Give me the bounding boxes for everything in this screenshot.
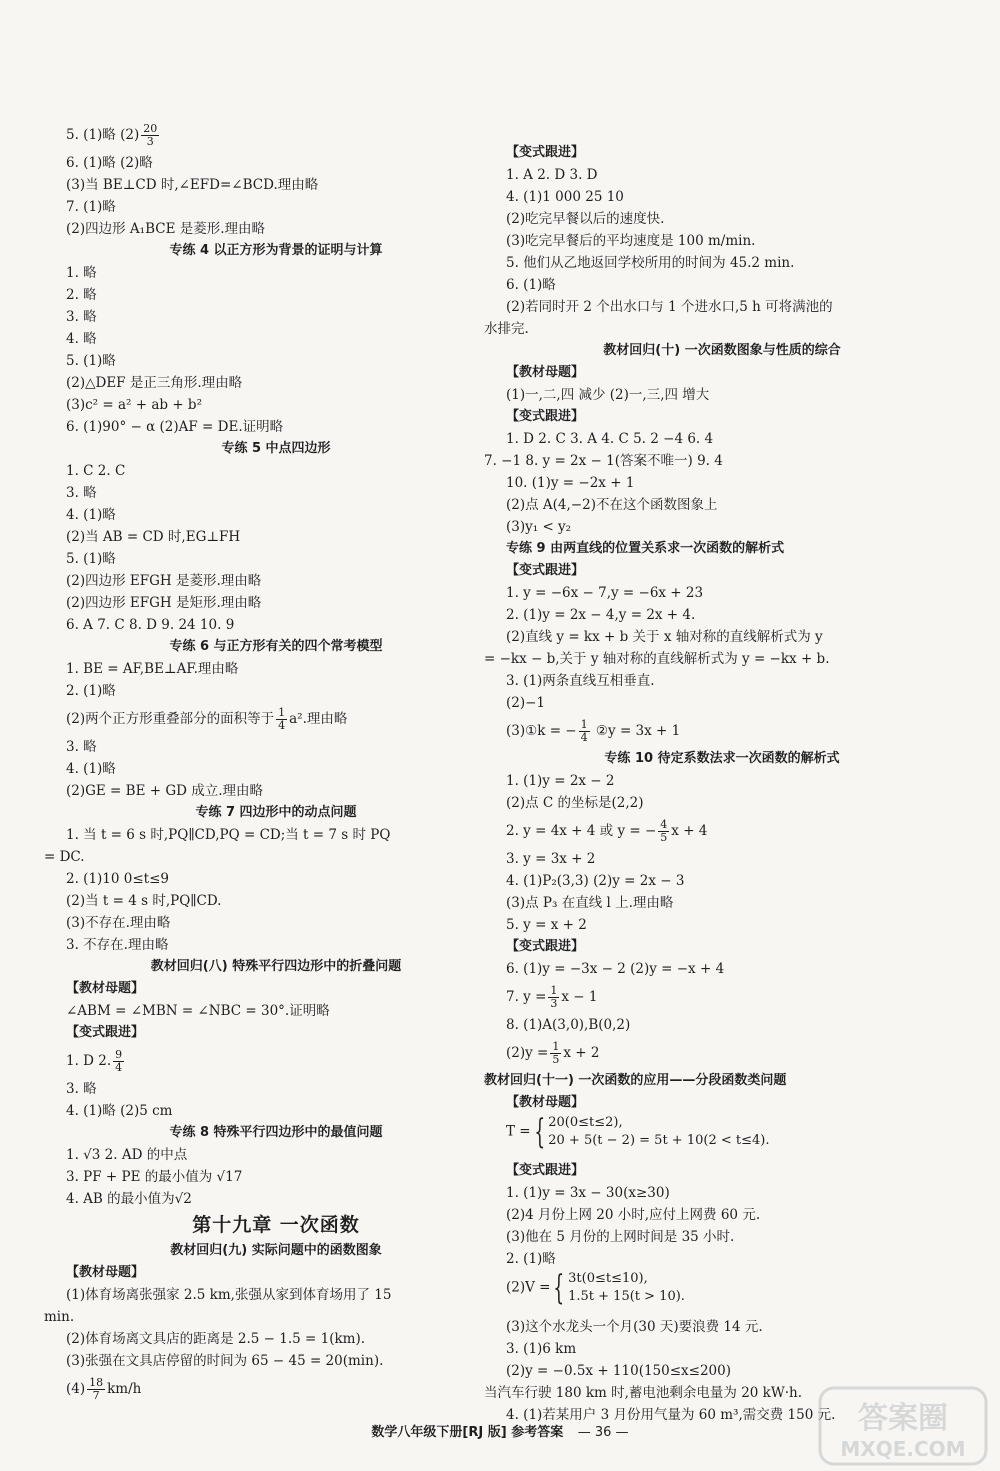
brace-symbol: { [553, 1268, 565, 1308]
fraction: $\frac{9}{4}$ [115, 1048, 123, 1074]
answer-line: 10. (1)y = −2x + 1 [506, 475, 635, 491]
section-heading: 专练 10 待定系数法求一次函数的解析式 [604, 751, 840, 766]
subsection-label: 【变式跟进】 [506, 1163, 585, 1178]
answer-line: (3)这个水龙头一个月(30 天)要浪费 14 元. [506, 1319, 763, 1335]
answer-line: 2. y = 4x + 4 或 y = − $\frac{4}{5}$ x + 4 [506, 818, 708, 844]
answer-line: (2)四边形 EFGH 是矩形.理由略 [66, 595, 262, 611]
answer-line: 5. y = x + 2 [506, 917, 587, 933]
answer-line: 3. 略 [66, 485, 97, 501]
answer-line: (2)y = $\frac{1}{5}$ x + 2 [506, 1040, 600, 1066]
answer-line: 3. (1)6 km [506, 1341, 577, 1357]
piecewise-answer: (2)V = { 3t(0≤t≤10), 1.5t + 15(t > 10). [506, 1268, 685, 1308]
answer-line: (3)y₁ < y₂ [506, 519, 572, 535]
answer-line: ∠ABM = ∠MBN = ∠NBC = 30°.证明略 [66, 1003, 330, 1019]
subsection-label: 【教材母题】 [506, 365, 585, 380]
answer-line: (2)当 t = 4 s 时,PQ∥CD. [66, 893, 222, 909]
answer-line: 5. (1)略 (2) $\frac{20}{3}$ [66, 122, 158, 148]
brace-symbol: { [534, 1112, 545, 1152]
answer-line: 4. (1)略 [66, 761, 116, 777]
answer-line: (3)吃完早餐后的平均速度是 100 m/min. [506, 233, 756, 249]
answer-line: 7. y = $\frac{1}{3}$ x − 1 [506, 984, 598, 1010]
answer-line: 2. (1)略 [66, 683, 116, 699]
piecewise-answer: T = { 20(0≤t≤2), 20 + 5(t − 2) = 5t + 10(2 < t≤4). [506, 1112, 770, 1152]
answer-line: 2. 略 [66, 287, 97, 303]
answer-line: 6. (1)略 (2)略 [66, 155, 153, 171]
answer-line: 1. D 2. $\frac{9}{4}$ [66, 1048, 123, 1074]
answer-line: = DC. [44, 849, 85, 865]
answer-line: 1. BE = AF,BE⊥AF.理由略 [66, 661, 239, 677]
answer-line: (1)一,二,四 减少 (2)一,三,四 增大 [506, 387, 710, 403]
answer-line: 1. (1)y = 2x − 2 [506, 773, 615, 789]
answer-line: 5. 他们从乙地返回学校所用的时间为 45.2 min. [506, 255, 795, 271]
subsection-label: 【教材母题】 [506, 1095, 585, 1110]
answer-line: 3. 略 [66, 739, 97, 755]
answer-line: (2)当 AB = CD 时,EG⊥FH [66, 529, 241, 545]
answer-line: 4. (1)P₂(3,3) (2)y = 2x − 3 [506, 873, 685, 889]
answer-line: 6. (1)略 [506, 277, 556, 293]
answer-line: (3)当 BE⊥CD 时,∠EFD=∠BCD.理由略 [66, 177, 319, 193]
answer-line: (3)①k = − $\frac{1}{4}$ ②y = 3x + 1 [506, 718, 681, 744]
section-heading: 专练 7 四边形中的动点问题 [195, 805, 357, 820]
fraction: $\frac{1}{4}$ [580, 718, 588, 744]
answer-line: 3. PF + PE 的最小值为 √17 [66, 1169, 243, 1185]
answer-line: 2. (1)10 0≤t≤9 [66, 871, 169, 887]
answer-line: 7. −1 8. y = 2x − 1(答案不唯一) 9. 4 [484, 453, 723, 469]
answer-line: (3)c² = a² + ab + b² [66, 397, 202, 413]
answer-line: (2)△DEF 是正三角形.理由略 [66, 375, 243, 391]
answer-line: 1. (1)y = 3x − 30(x≥30) [506, 1185, 670, 1201]
answer-line: 1. C 2. C [66, 463, 126, 479]
answer-line: (3)不存在.理由略 [66, 915, 171, 931]
fraction: $\frac{4}{5}$ [660, 818, 668, 844]
answer-line: (2)体育场离文具店的距离是 2.5 − 1.5 = 1(km). [66, 1331, 366, 1347]
section-heading: 专练 8 特殊平行四边形中的最值问题 [169, 1125, 383, 1140]
answer-line: 5. (1)略 [66, 353, 116, 369]
answer-line: 3. 略 [66, 309, 97, 325]
answer-line: = −kx − b,关于 y 轴对称的直线解析式为 y = −kx + b. [484, 651, 830, 667]
answer-line: 4. (1)略 (2)5 cm [66, 1103, 173, 1119]
fraction: $\frac{20}{3}$ [143, 122, 158, 148]
section-heading: 教材回归(九) 实际问题中的函数图象 [170, 1243, 382, 1258]
subsection-label: 【变式跟进】 [66, 1025, 145, 1040]
answer-line: (2)吃完早餐以后的速度快. [506, 211, 665, 227]
answer-line: 4. (1)1 000 25 10 [506, 189, 624, 205]
cases: 20(0≤t≤2), 20 + 5(t − 2) = 5t + 10(2 < t≤4). [548, 1115, 770, 1148]
answer-line: 6. A 7. C 8. D 9. 24 10. 9 [66, 617, 235, 633]
page-number: — 36 — [577, 1425, 629, 1440]
answer-line: 1. y = −6x − 7,y = −6x + 23 [506, 585, 704, 601]
subsection-label: 【变式跟进】 [506, 409, 585, 424]
fraction: $\frac{1}{5}$ [552, 1040, 560, 1066]
subsection-label: 【教材母题】 [66, 981, 145, 996]
answer-line: 4. AB 的最小值为√2 [66, 1191, 192, 1207]
chapter-title: 第十九章 一次函数 [192, 1214, 360, 1236]
section-heading: 教材回归(十一) 一次函数的应用——分段函数类问题 [484, 1073, 787, 1088]
answer-line: 5. (1)略 [66, 551, 116, 567]
answer-line: 3. 不存在.理由略 [66, 937, 169, 953]
fraction: $\frac{1}{3}$ [550, 984, 558, 1010]
watermark-text-1: 答案圈 [858, 1401, 948, 1436]
answer-line: 1. √3 2. AD 的中点 [66, 1147, 188, 1163]
answer-line: 8. (1)A(3,0),B(0,2) [506, 1017, 631, 1033]
answer-line: 3. 略 [66, 1081, 97, 1097]
answer-line: 4. (1)略 [66, 507, 116, 523]
answer-line: 4. 略 [66, 331, 97, 347]
answer-line: 2. (1)y = 2x − 4,y = 2x + 4. [506, 607, 696, 623]
section-heading: 专练 5 中点四边形 [221, 441, 331, 456]
answer-line: 1. 当 t = 6 s 时,PQ∥CD,PQ = CD;当 t = 7 s 时 PQ [66, 827, 391, 843]
answer-line: (2)y = −0.5x + 110(150≤x≤200) [506, 1363, 732, 1379]
subsection-label: 【变式跟进】 [506, 939, 585, 954]
answer-line: (3)他在 5 月份的上网时间是 35 小时. [506, 1229, 735, 1245]
answer-line: 4. (1)若某用户 3 月份用气量为 60 m³,需交费 150 元. [506, 1407, 836, 1423]
answer-line: 6. (1)90° − α (2)AF = DE.证明略 [66, 419, 284, 435]
cases: 3t(0≤t≤10), 1.5t + 15(t > 10). [568, 1271, 685, 1304]
watermark-text-2: MXQE.COM [840, 1437, 966, 1461]
answer-line: 6. (1)y = −3x − 2 (2)y = −x + 4 [506, 961, 725, 977]
fraction: $\frac{1}{4}$ [278, 706, 286, 732]
answer-line: (2)−1 [506, 695, 546, 711]
section-heading: 教材回归(十) 一次函数图象与性质的综合 [603, 343, 841, 358]
answer-line: (3)点 P₃ 在直线 l 上.理由略 [506, 895, 674, 911]
answer-line: min. [44, 1309, 75, 1325]
answer-line: (2)若同时开 2 个出水口与 1 个进水口,5 h 可将满池的 [506, 299, 833, 315]
answer-line: (2)GE = BE + GD 成立.理由略 [66, 783, 264, 799]
answer-line: 1. D 2. C 3. A 4. C 5. 2 −4 6. 4 [506, 431, 714, 447]
watermark-logo [818, 1386, 988, 1466]
answer-line: 当汽车行驶 180 km 时,蓄电池剩余电量为 20 kW·h. [484, 1385, 803, 1401]
subsection-label: 【教材母题】 [66, 1265, 145, 1280]
answer-line: (4) $\frac{18}{7}$ km/h [66, 1376, 142, 1402]
answer-line: (3)张强在文具店停留的时间为 65 − 45 = 20(min). [66, 1353, 384, 1369]
answer-line: 2. (1)略 [506, 1251, 556, 1267]
left-column [44, 118, 486, 1406]
fraction: $\frac{18}{7}$ [89, 1376, 104, 1402]
answer-line: (1)体育场离张强家 2.5 km,张强从家到体育场用了 15 [66, 1287, 392, 1303]
answer-line: 3. (1)两条直线互相垂直. [506, 673, 655, 689]
answer-line: (2)两个正方形重叠部分的面积等于 $\frac{1}{4}$ a².理由略 [66, 706, 348, 732]
section-heading: 专练 4 以正方形为背景的证明与计算 [169, 243, 383, 258]
footer-title: 数学八年级下册[RJ 版] 参考答案 [371, 1425, 564, 1440]
section-heading: 专练 9 由两直线的位置关系求一次函数的解析式 [506, 541, 785, 556]
answer-line: (2)直线 y = kx + b 关于 x 轴对称的直线解析式为 y [506, 629, 823, 645]
answer-line: 水排完. [484, 321, 529, 337]
answer-line: 3. y = 3x + 2 [506, 851, 596, 867]
answer-line: (2)4 月份上网 20 小时,应付上网费 60 元. [506, 1207, 761, 1223]
answer-line: (2)四边形 EFGH 是菱形.理由略 [66, 573, 262, 589]
section-heading: 专练 6 与正方形有关的四个常考模型 [169, 639, 383, 654]
answer-line: (2)四边形 A₁BCE 是菱形.理由略 [66, 221, 266, 237]
subsection-label: 【变式跟进】 [506, 563, 585, 578]
answer-line: (2)点 A(4,−2)不在这个函数图象上 [506, 497, 718, 513]
right-column [484, 142, 938, 1426]
answer-line: 7. (1)略 [66, 199, 116, 215]
answer-line: 1. 略 [66, 265, 97, 281]
section-heading: 教材回归(八) 特殊平行四边形中的折叠问题 [150, 959, 402, 974]
answer-line: 1. A 2. D 3. D [506, 167, 598, 183]
answer-line: (2)点 C 的坐标是(2,2) [506, 795, 644, 811]
subsection-label: 【变式跟进】 [506, 145, 585, 160]
